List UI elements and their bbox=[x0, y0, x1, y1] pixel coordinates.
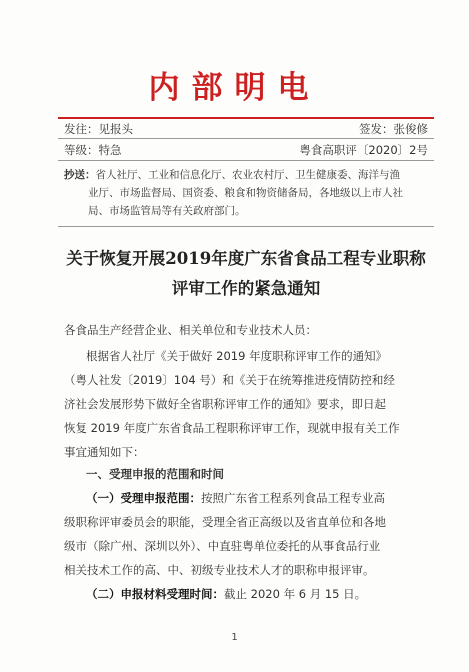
section-1-1-line-4: 相关技术工作的高、中、初级专业技术人才的职称申报评审。 bbox=[64, 563, 375, 577]
cc-line-1: 省人社厅、工业和信息化厅、农业农村厅、卫生健康委、海洋与渔 bbox=[95, 169, 400, 181]
recipient-label: 发往：见报头 bbox=[64, 122, 133, 136]
document-header-title: 内部明电 bbox=[148, 70, 321, 106]
meta-divider bbox=[58, 138, 434, 139]
page-number: 1 bbox=[231, 632, 238, 643]
section-1-1-label: （一）受理申报范围： bbox=[86, 491, 201, 505]
cc-divider bbox=[58, 226, 434, 227]
document-title bbox=[58, 244, 434, 304]
cc-block bbox=[64, 166, 430, 220]
section-1-2-label: （二）申报材料受理时间： bbox=[86, 587, 224, 601]
document-title-line-2: 评审工作的紧急通知 bbox=[171, 279, 321, 298]
document-title-line-1: 关于恢复开展2019年度广东省食品工程专业职称 bbox=[66, 249, 426, 268]
paragraph-1-line-1: 根据省人社厅《关于做好 2019 年度职称评审工作的通知》 bbox=[86, 349, 388, 363]
meta-divider-2 bbox=[58, 160, 434, 161]
paragraph-1-line-3: 济社会发展形势下做好全省职称评审工作的通知》要求，即日起 bbox=[64, 397, 386, 411]
section-1-1-text: 按照广东省工程系列食品工程专业高 bbox=[201, 491, 385, 505]
section-1-1-line-1 bbox=[86, 490, 454, 506]
section-1-1-line-2: 级职称评审委员会的职能，受理全省正高级以及省直单位和各地 bbox=[64, 515, 386, 529]
cc-label: 抄送： bbox=[64, 169, 96, 181]
section-1-heading: 一、受理申报的范围和时间 bbox=[86, 467, 224, 481]
section-1-2-line bbox=[86, 586, 454, 602]
cc-line-2: 业厅、市场监督局、国资委、粮食和物资储备局，各地级以上市人社 bbox=[88, 187, 403, 199]
paragraph-1-line-5: 事宜通知如下： bbox=[64, 445, 145, 459]
header-divider bbox=[58, 117, 434, 119]
document-number: 粤食高职评〔2020〕2号 bbox=[299, 143, 428, 157]
signer-label: 签发：张俊修 bbox=[359, 122, 428, 136]
cc-line-3: 局、市场监管局等有关政府部门。 bbox=[88, 205, 246, 217]
section-1-1-line-3: 级市（除广州、深圳以外）、中直驻粤单位委托的从事食品行业 bbox=[64, 539, 381, 553]
urgency-label: 等级：特急 bbox=[64, 143, 122, 157]
paragraph-1-line-4: 恢复 2019 年度广东省食品工程职称评审工作，现就申报有关工作 bbox=[64, 421, 400, 435]
paragraph-1-line-2: （粤人社发〔2019〕104 号）和《关于在统筹推进疫情防控和经 bbox=[64, 373, 395, 387]
salutation: 各食品生产经营企业、相关单位和专业技术人员： bbox=[64, 323, 317, 337]
section-1-2-text: 截止 2020 年 6 月 15 日。 bbox=[224, 587, 367, 601]
